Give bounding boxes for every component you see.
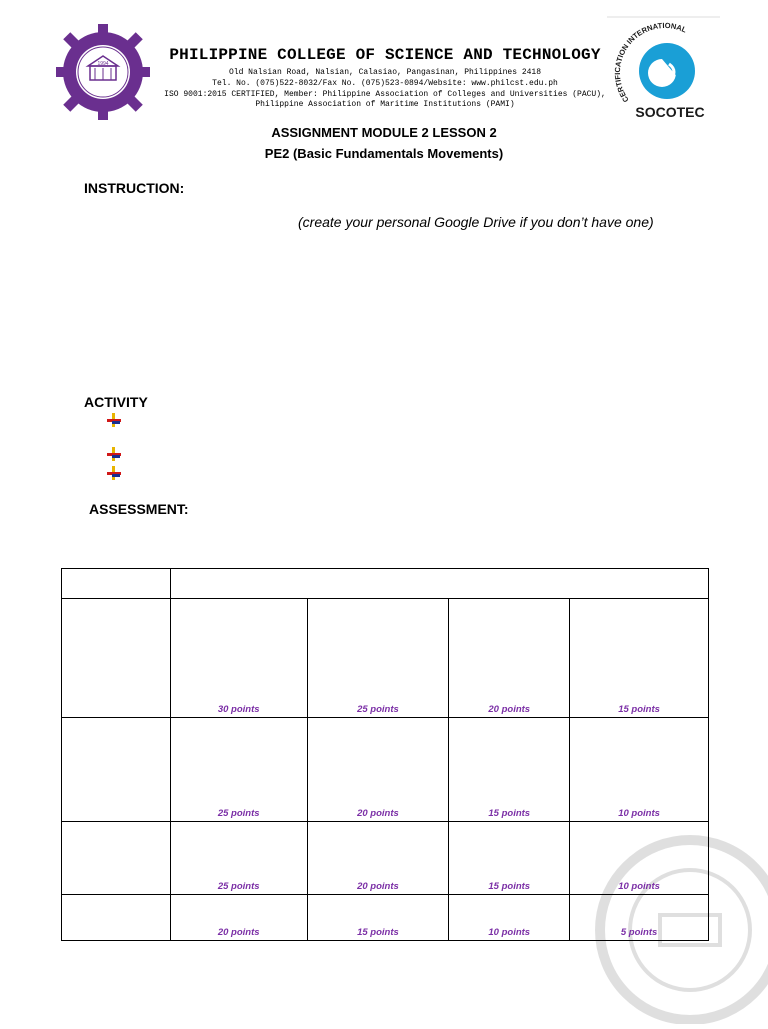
seal-year: 1994	[97, 61, 109, 67]
socotec-certification-logo	[607, 16, 720, 122]
score-cell	[307, 718, 449, 822]
score-cell	[307, 895, 449, 941]
rubric-header-levels	[170, 569, 708, 599]
points-label: 15 points	[488, 808, 531, 819]
points-label: 25 points	[217, 881, 260, 892]
table-row	[62, 718, 709, 822]
points-label: 30 points	[217, 704, 260, 715]
score-cell	[170, 718, 307, 822]
socotec-brand: SOCOTEC	[635, 104, 705, 120]
criteria-cell	[62, 895, 171, 941]
bullet-icon	[107, 466, 121, 480]
assessment-label: ASSESSMENT:	[89, 501, 189, 517]
bullet-icon	[107, 447, 121, 461]
score-cell	[170, 895, 307, 941]
instruction-note: (create your personal Google Drive if you don’t have one)	[298, 214, 654, 230]
score-cell	[307, 822, 449, 895]
score-cell	[570, 822, 709, 895]
score-cell	[449, 895, 570, 941]
rubric-header-row	[62, 569, 709, 599]
cert-ring-text: CERTIFICATION INTERNATIONAL	[612, 20, 689, 104]
score-cell	[449, 822, 570, 895]
score-cell	[570, 718, 709, 822]
points-label: 5 points	[620, 927, 658, 938]
pami-membership: Philippine Association of Maritime Institutions (PAMI)	[255, 100, 515, 109]
activity-label: ACTIVITY	[84, 394, 148, 410]
points-label: 15 points	[357, 927, 399, 938]
instruction-label: INSTRUCTION:	[84, 180, 185, 196]
assignment-subtitle: PE2 (Basic Fundamentals Movements)	[264, 146, 504, 161]
criteria-cell	[62, 599, 171, 718]
points-label: 15 points	[488, 881, 531, 892]
score-cell	[449, 599, 570, 718]
score-cell	[449, 718, 570, 822]
points-label: 15 points	[618, 704, 660, 715]
points-label: 20 points	[217, 927, 260, 938]
iso-certification: ISO 9001:2015 CERTIFIED, Member: Philippine Association of Colleges and Universities (PACU),	[164, 90, 606, 99]
points-label: 20 points	[488, 704, 531, 715]
points-label: 10 points	[618, 808, 660, 819]
rubric-header-criteria	[62, 569, 171, 599]
assignment-title: ASSIGNMENT MODULE 2 LESSON 2	[271, 125, 497, 140]
score-cell	[570, 895, 709, 941]
score-cell	[570, 599, 709, 718]
table-row	[62, 822, 709, 895]
points-label: 20 points	[357, 808, 399, 819]
criteria-cell	[62, 822, 171, 895]
points-label: 25 points	[217, 808, 260, 819]
table-row	[62, 599, 709, 718]
points-label: 10 points	[618, 881, 660, 892]
points-label: 20 points	[357, 881, 399, 892]
bullet-icon	[107, 413, 121, 427]
points-label: 10 points	[488, 927, 531, 938]
points-label: 25 points	[357, 704, 399, 715]
college-contact: Tel. No. (075)522-8032/Fax No. (075)523-0894/Website: www.philcst.edu.ph	[212, 79, 558, 88]
score-cell	[170, 822, 307, 895]
college-address: Old Nalsian Road, Nalsian, Calasiao, Pangasinan, Philippines 2418	[228, 68, 542, 77]
criteria-cell	[62, 718, 171, 822]
assessment-rubric-table	[61, 568, 709, 941]
score-cell	[170, 599, 307, 718]
table-row	[62, 895, 709, 941]
college-name: PHILIPPINE COLLEGE OF SCIENCE AND TECHNOLOGY	[169, 46, 601, 64]
score-cell	[307, 599, 449, 718]
